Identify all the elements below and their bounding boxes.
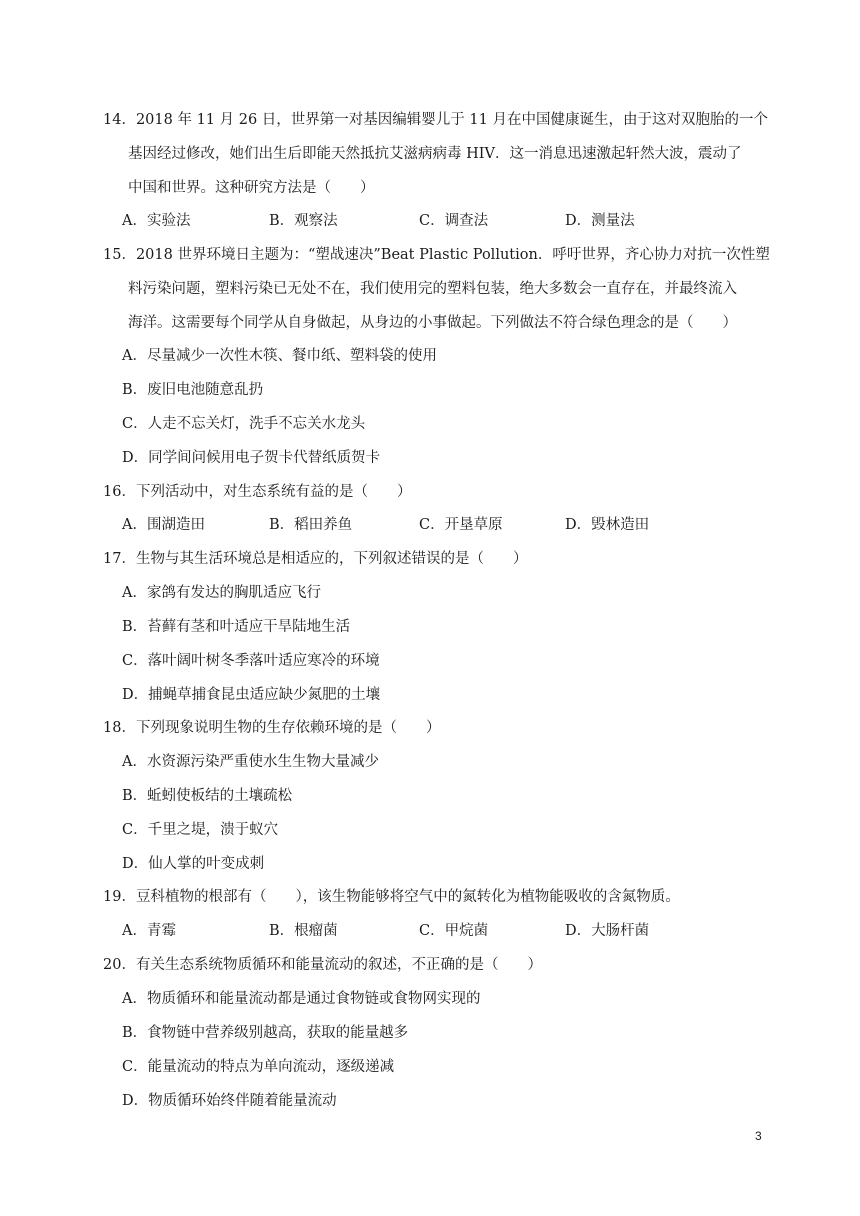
question-18-option-c: C．千里之堤，溃于蚁穴	[122, 822, 279, 838]
question-16-option-d: D．毁林造田	[565, 517, 650, 533]
question-19-options	[122, 921, 762, 941]
question-20-option-a: A．物质循环和能量流动都是通过食物链或食物网实现的	[122, 991, 481, 1007]
question-14-option-c: C．调查法	[419, 213, 489, 229]
question-17-stem-line-1: 17．生物与其生活环境总是相适应的，下列叙述错误的是（ ）	[103, 551, 528, 567]
question-15-stem-line-2: 料污染问题，塑料污染已无处不在，我们使用完的塑料包装，绝大多数会一直存在，并最终流入	[128, 281, 737, 297]
question-16-stem-line-1: 16．下列活动中，对生态系统有益的是（ ）	[103, 484, 412, 500]
question-18-option-d: D．仙人掌的叶变成刺	[122, 856, 265, 872]
question-15-stem-line-3: 海洋。这需要每个同学从自身做起，从身边的小事做起。下列做法不符合绿色理念的是（ ）	[128, 315, 737, 331]
question-16-option-c: C．开垦草原	[419, 517, 503, 533]
question-17-option-a: A．家鸽有发达的胸肌适应飞行	[122, 585, 321, 601]
question-19-option-a: A．青霉	[122, 923, 176, 939]
question-17-option-c: C．落叶阔叶树冬季落叶适应寒冷的环境	[122, 653, 380, 669]
question-18-option-a: A．水资源污染严重使水生生物大量减少	[122, 754, 379, 770]
question-18-option-b: B．蚯蚓使板结的土壤疏松	[122, 788, 293, 804]
page-number: 3	[755, 1129, 762, 1143]
question-16-option-b: B．稻田养鱼	[269, 517, 353, 533]
question-17-option-b: B．苔藓有茎和叶适应干旱陆地生活	[122, 619, 351, 635]
question-15-option-d: D．同学间问候用电子贺卡代替纸质贺卡	[122, 450, 381, 466]
question-16-option-a: A．围湖造田	[122, 517, 205, 533]
question-14-option-b: B．观察法	[269, 213, 338, 229]
question-14-stem-line-1: 14．2018 年 11 月 26 日，世界第一对基因编辑婴儿于 11 月在中国健康诞生，由于这对双胞胎的一个	[103, 112, 768, 128]
question-17-option-d: D．捕蝇草捕食昆虫适应缺少氮肥的土壤	[122, 687, 381, 703]
question-14-option-a: A．实验法	[122, 213, 191, 229]
question-15-stem-line-1: 15．2018 世界环境日主题为：“塑战速决”Beat Plastic Pollution．呼吁世界，齐心协力对抗一次性塑	[103, 247, 770, 263]
question-20-stem-line-1: 20．有关生态系统物质循环和能量流动的叙述，不正确的是（ ）	[103, 957, 542, 973]
question-16-options	[122, 515, 762, 535]
question-19-option-c: C．甲烷菌	[419, 923, 489, 939]
question-19-option-d: D．大肠杆菌	[565, 923, 650, 939]
question-20-option-c: C．能量流动的特点为单向流动，逐级递减	[122, 1059, 395, 1075]
question-14-option-d: D．测量法	[565, 213, 635, 229]
question-20-option-d: D．物质循环始终伴随着能量流动	[122, 1093, 337, 1109]
question-14-stem-line-3: 中国和世界。这种研究方法是（ ）	[128, 180, 375, 196]
question-15-option-c: C．人走不忘关灯，洗手不忘关水龙头	[122, 416, 366, 432]
question-14-options	[122, 211, 762, 231]
question-19-stem-line-1: 19．豆科植物的根部有（ ），该生物能够将空气中的氮转化为植物能吸收的含氮物质。	[103, 889, 680, 905]
question-18-stem-line-1: 18．下列现象说明生物的生存依赖环境的是（ ）	[103, 720, 441, 736]
question-19-option-b: B．根瘤菌	[269, 923, 338, 939]
question-15-option-b: B．废旧电池随意乱扔	[122, 382, 264, 398]
question-15-option-a: A．尽量减少一次性木筷、餐巾纸、塑料袋的使用	[122, 348, 437, 364]
question-20-option-b: B．食物链中营养级别越高，获取的能量越多	[122, 1025, 409, 1041]
question-14-stem-line-2: 基因经过修改，她们出生后即能天然抵抗艾滋病病毒 HIV．这一消息迅速激起轩然大波，震动了	[128, 146, 742, 162]
